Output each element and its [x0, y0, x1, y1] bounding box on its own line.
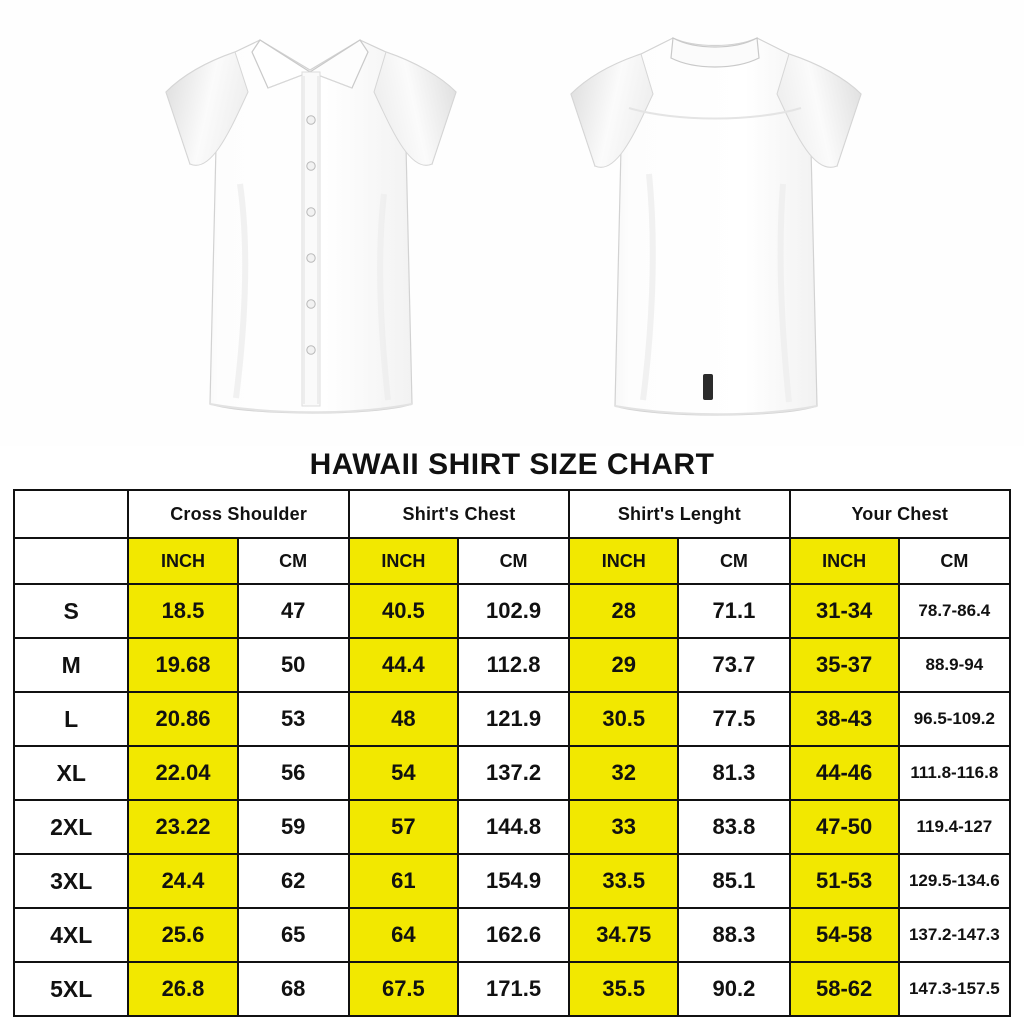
table-row — [14, 638, 1010, 692]
cell-your-chest-cm: 88.9-94 — [899, 638, 1010, 692]
row-size-label: M — [14, 638, 128, 692]
cell-cross-shoulder-cm: 59 — [238, 800, 349, 854]
size-chart-body — [14, 584, 1010, 1016]
cell-shirts-length-inch: 30.5 — [569, 692, 678, 746]
table-row — [14, 854, 1010, 908]
cell-shirts-chest-inch: 64 — [349, 908, 458, 962]
table-row — [14, 746, 1010, 800]
table-row — [14, 962, 1010, 1016]
cell-shirts-chest-inch: 40.5 — [349, 584, 458, 638]
unit-header-cross-shoulder-cm: CM — [238, 538, 349, 584]
size-chart-table — [13, 489, 1011, 1017]
cell-shirts-chest-cm: 144.8 — [458, 800, 569, 854]
cell-cross-shoulder-cm: 50 — [238, 638, 349, 692]
cell-shirts-chest-inch: 67.5 — [349, 962, 458, 1016]
unit-header-shirts-length-cm: CM — [678, 538, 789, 584]
cell-cross-shoulder-cm: 68 — [238, 962, 349, 1016]
cell-shirts-length-inch: 35.5 — [569, 962, 678, 1016]
cell-shirts-length-cm: 83.8 — [678, 800, 789, 854]
cell-cross-shoulder-inch: 24.4 — [128, 854, 237, 908]
cell-shirts-length-inch: 34.75 — [569, 908, 678, 962]
cell-shirts-length-cm: 77.5 — [678, 692, 789, 746]
cell-shirts-length-cm: 85.1 — [678, 854, 789, 908]
cell-cross-shoulder-cm: 62 — [238, 854, 349, 908]
unit-header-your-chest-cm: CM — [899, 538, 1010, 584]
row-size-label: 4XL — [14, 908, 128, 962]
cell-shirts-chest-cm: 121.9 — [458, 692, 569, 746]
cell-your-chest-inch: 51-53 — [790, 854, 899, 908]
cell-shirts-chest-inch: 48 — [349, 692, 458, 746]
cell-shirts-chest-cm: 102.9 — [458, 584, 569, 638]
cell-cross-shoulder-inch: 23.22 — [128, 800, 237, 854]
row-size-label: XL — [14, 746, 128, 800]
row-size-label: 3XL — [14, 854, 128, 908]
unit-header-your-chest-inch: INCH — [790, 538, 899, 584]
cell-shirts-chest-inch: 54 — [349, 746, 458, 800]
shirt-front-image — [140, 14, 480, 434]
cell-shirts-length-cm: 73.7 — [678, 638, 789, 692]
cell-shirts-chest-inch: 61 — [349, 854, 458, 908]
cell-cross-shoulder-cm: 47 — [238, 584, 349, 638]
cell-cross-shoulder-inch: 25.6 — [128, 908, 237, 962]
table-unit-header-row — [14, 538, 1010, 584]
page-title: HAWAII SHIRT SIZE CHART — [309, 448, 715, 481]
cell-shirts-chest-inch: 57 — [349, 800, 458, 854]
table-row — [14, 584, 1010, 638]
cell-cross-shoulder-inch: 18.5 — [128, 584, 237, 638]
cell-shirts-chest-cm: 162.6 — [458, 908, 569, 962]
cell-shirts-length-inch: 32 — [569, 746, 678, 800]
cell-shirts-chest-inch: 44.4 — [349, 638, 458, 692]
unit-header-blank — [14, 538, 128, 584]
cell-your-chest-cm: 137.2-147.3 — [899, 908, 1010, 962]
cell-shirts-length-inch: 33.5 — [569, 854, 678, 908]
row-size-label: S — [14, 584, 128, 638]
cell-shirts-length-cm: 90.2 — [678, 962, 789, 1016]
cell-your-chest-inch: 44-46 — [790, 746, 899, 800]
size-chart-table-wrapper — [13, 489, 1011, 1017]
cell-your-chest-inch: 58-62 — [790, 962, 899, 1016]
cell-shirts-length-inch: 29 — [569, 638, 678, 692]
shirt-images-section — [0, 0, 1024, 446]
cell-your-chest-inch: 54-58 — [790, 908, 899, 962]
cell-cross-shoulder-cm: 56 — [238, 746, 349, 800]
unit-header-shirts-chest-inch: INCH — [349, 538, 458, 584]
cell-your-chest-cm: 96.5-109.2 — [899, 692, 1010, 746]
cell-shirts-chest-cm: 154.9 — [458, 854, 569, 908]
cell-shirts-chest-cm: 112.8 — [458, 638, 569, 692]
cell-your-chest-cm: 111.8-116.8 — [899, 746, 1010, 800]
table-row — [14, 800, 1010, 854]
cell-cross-shoulder-cm: 65 — [238, 908, 349, 962]
unit-header-shirts-length-inch: INCH — [569, 538, 678, 584]
table-group-header-row — [14, 490, 1010, 538]
cell-your-chest-cm: 119.4-127 — [899, 800, 1010, 854]
group-header-blank — [14, 490, 128, 538]
cell-shirts-length-inch: 33 — [569, 800, 678, 854]
cell-shirts-length-cm: 81.3 — [678, 746, 789, 800]
cell-your-chest-inch: 35-37 — [790, 638, 899, 692]
cell-shirts-chest-cm: 171.5 — [458, 962, 569, 1016]
shirt-back-image — [545, 14, 885, 434]
cell-cross-shoulder-cm: 53 — [238, 692, 349, 746]
cell-cross-shoulder-inch: 19.68 — [128, 638, 237, 692]
group-header-shirts-length: Shirt's Lenght — [569, 490, 789, 538]
cell-your-chest-cm: 129.5-134.6 — [899, 854, 1010, 908]
unit-header-shirts-chest-cm: CM — [458, 538, 569, 584]
table-row — [14, 692, 1010, 746]
cell-cross-shoulder-inch: 20.86 — [128, 692, 237, 746]
cell-your-chest-inch: 31-34 — [790, 584, 899, 638]
cell-shirts-chest-cm: 137.2 — [458, 746, 569, 800]
group-header-cross-shoulder: Cross Shoulder — [128, 490, 348, 538]
group-header-shirts-chest: Shirt's Chest — [349, 490, 569, 538]
cell-shirts-length-inch: 28 — [569, 584, 678, 638]
cell-shirts-length-cm: 88.3 — [678, 908, 789, 962]
cell-your-chest-inch: 38-43 — [790, 692, 899, 746]
cell-shirts-length-cm: 71.1 — [678, 584, 789, 638]
unit-header-cross-shoulder-inch: INCH — [128, 538, 237, 584]
cell-cross-shoulder-inch: 26.8 — [128, 962, 237, 1016]
row-size-label: L — [14, 692, 128, 746]
cell-cross-shoulder-inch: 22.04 — [128, 746, 237, 800]
row-size-label: 5XL — [14, 962, 128, 1016]
table-row — [14, 908, 1010, 962]
cell-your-chest-cm: 78.7-86.4 — [899, 584, 1010, 638]
group-header-your-chest: Your Chest — [790, 490, 1010, 538]
cell-your-chest-cm: 147.3-157.5 — [899, 962, 1010, 1016]
row-size-label: 2XL — [14, 800, 128, 854]
cell-your-chest-inch: 47-50 — [790, 800, 899, 854]
